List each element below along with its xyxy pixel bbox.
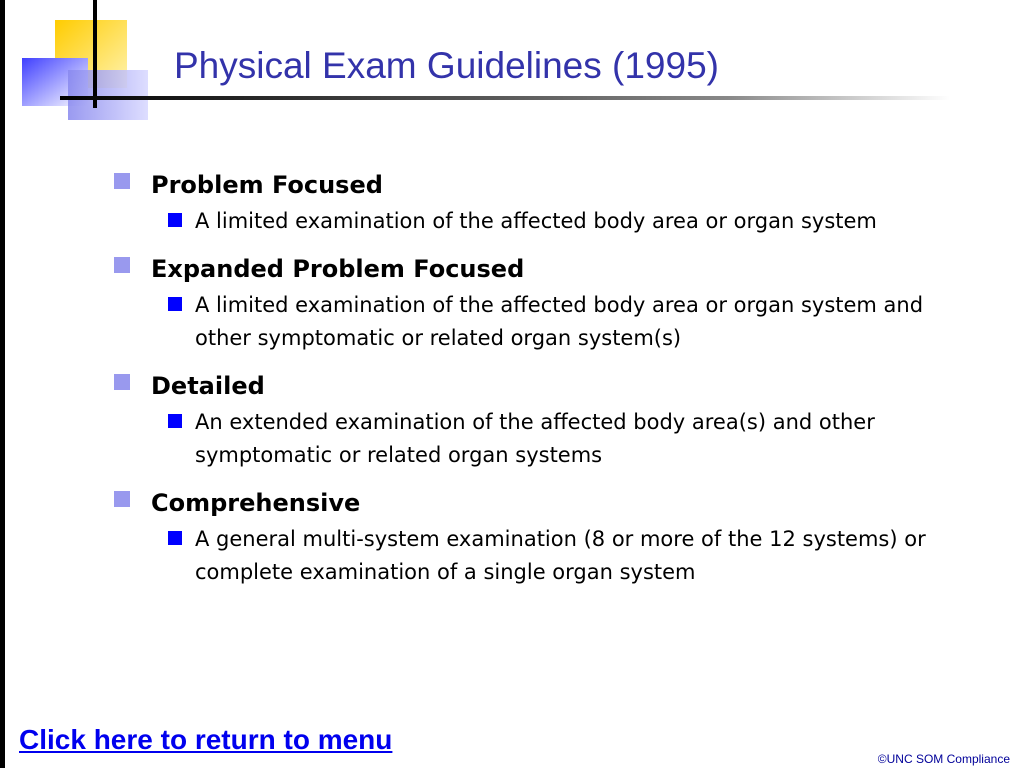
copyright-notice: ©UNC SOM Compliance xyxy=(877,752,1010,766)
item-heading: Expanded Problem Focused xyxy=(151,255,525,283)
level1-bullet-row xyxy=(114,168,944,202)
title-underline xyxy=(60,96,950,100)
square-bullet-icon xyxy=(114,173,130,189)
level2-bullet-row xyxy=(168,205,944,238)
item-detail: A limited examination of the affected body area or organ system xyxy=(195,209,877,233)
item-heading: Comprehensive xyxy=(151,489,361,517)
list-item xyxy=(114,168,944,238)
item-detail: A general multi-system examination (8 or more of the 12 systems) or complete examination of a single organ system xyxy=(195,527,926,584)
page-title: Physical Exam Guidelines (1995) xyxy=(174,45,719,86)
list-item xyxy=(114,369,944,472)
item-heading: Detailed xyxy=(151,372,265,400)
square-bullet-icon xyxy=(168,213,182,227)
square-bullet-icon xyxy=(168,531,182,545)
list-item xyxy=(114,252,944,355)
square-bullet-icon xyxy=(168,297,182,311)
level1-bullet-row xyxy=(114,252,944,286)
item-detail: An extended examination of the affected body area(s) and other symptomatic or related organ systems xyxy=(195,410,875,467)
return-to-menu-link[interactable]: Click here to return to menu xyxy=(19,724,393,755)
square-bullet-icon xyxy=(114,257,130,273)
decorative-squares-logo xyxy=(0,0,160,125)
square-bullet-icon xyxy=(114,491,130,507)
level2-bullet-row xyxy=(168,523,944,589)
square-bullet-icon xyxy=(168,414,182,428)
item-detail: A limited examination of the affected body area or organ system and other symptomatic or related organ system(s) xyxy=(195,293,924,350)
level2-bullet-row xyxy=(168,289,944,355)
list-item xyxy=(114,486,944,589)
level2-bullet-row xyxy=(168,406,944,472)
bullet-list xyxy=(114,168,944,603)
level1-bullet-row xyxy=(114,369,944,403)
item-heading: Problem Focused xyxy=(151,171,383,199)
level1-bullet-row xyxy=(114,486,944,520)
square-bullet-icon xyxy=(114,374,130,390)
